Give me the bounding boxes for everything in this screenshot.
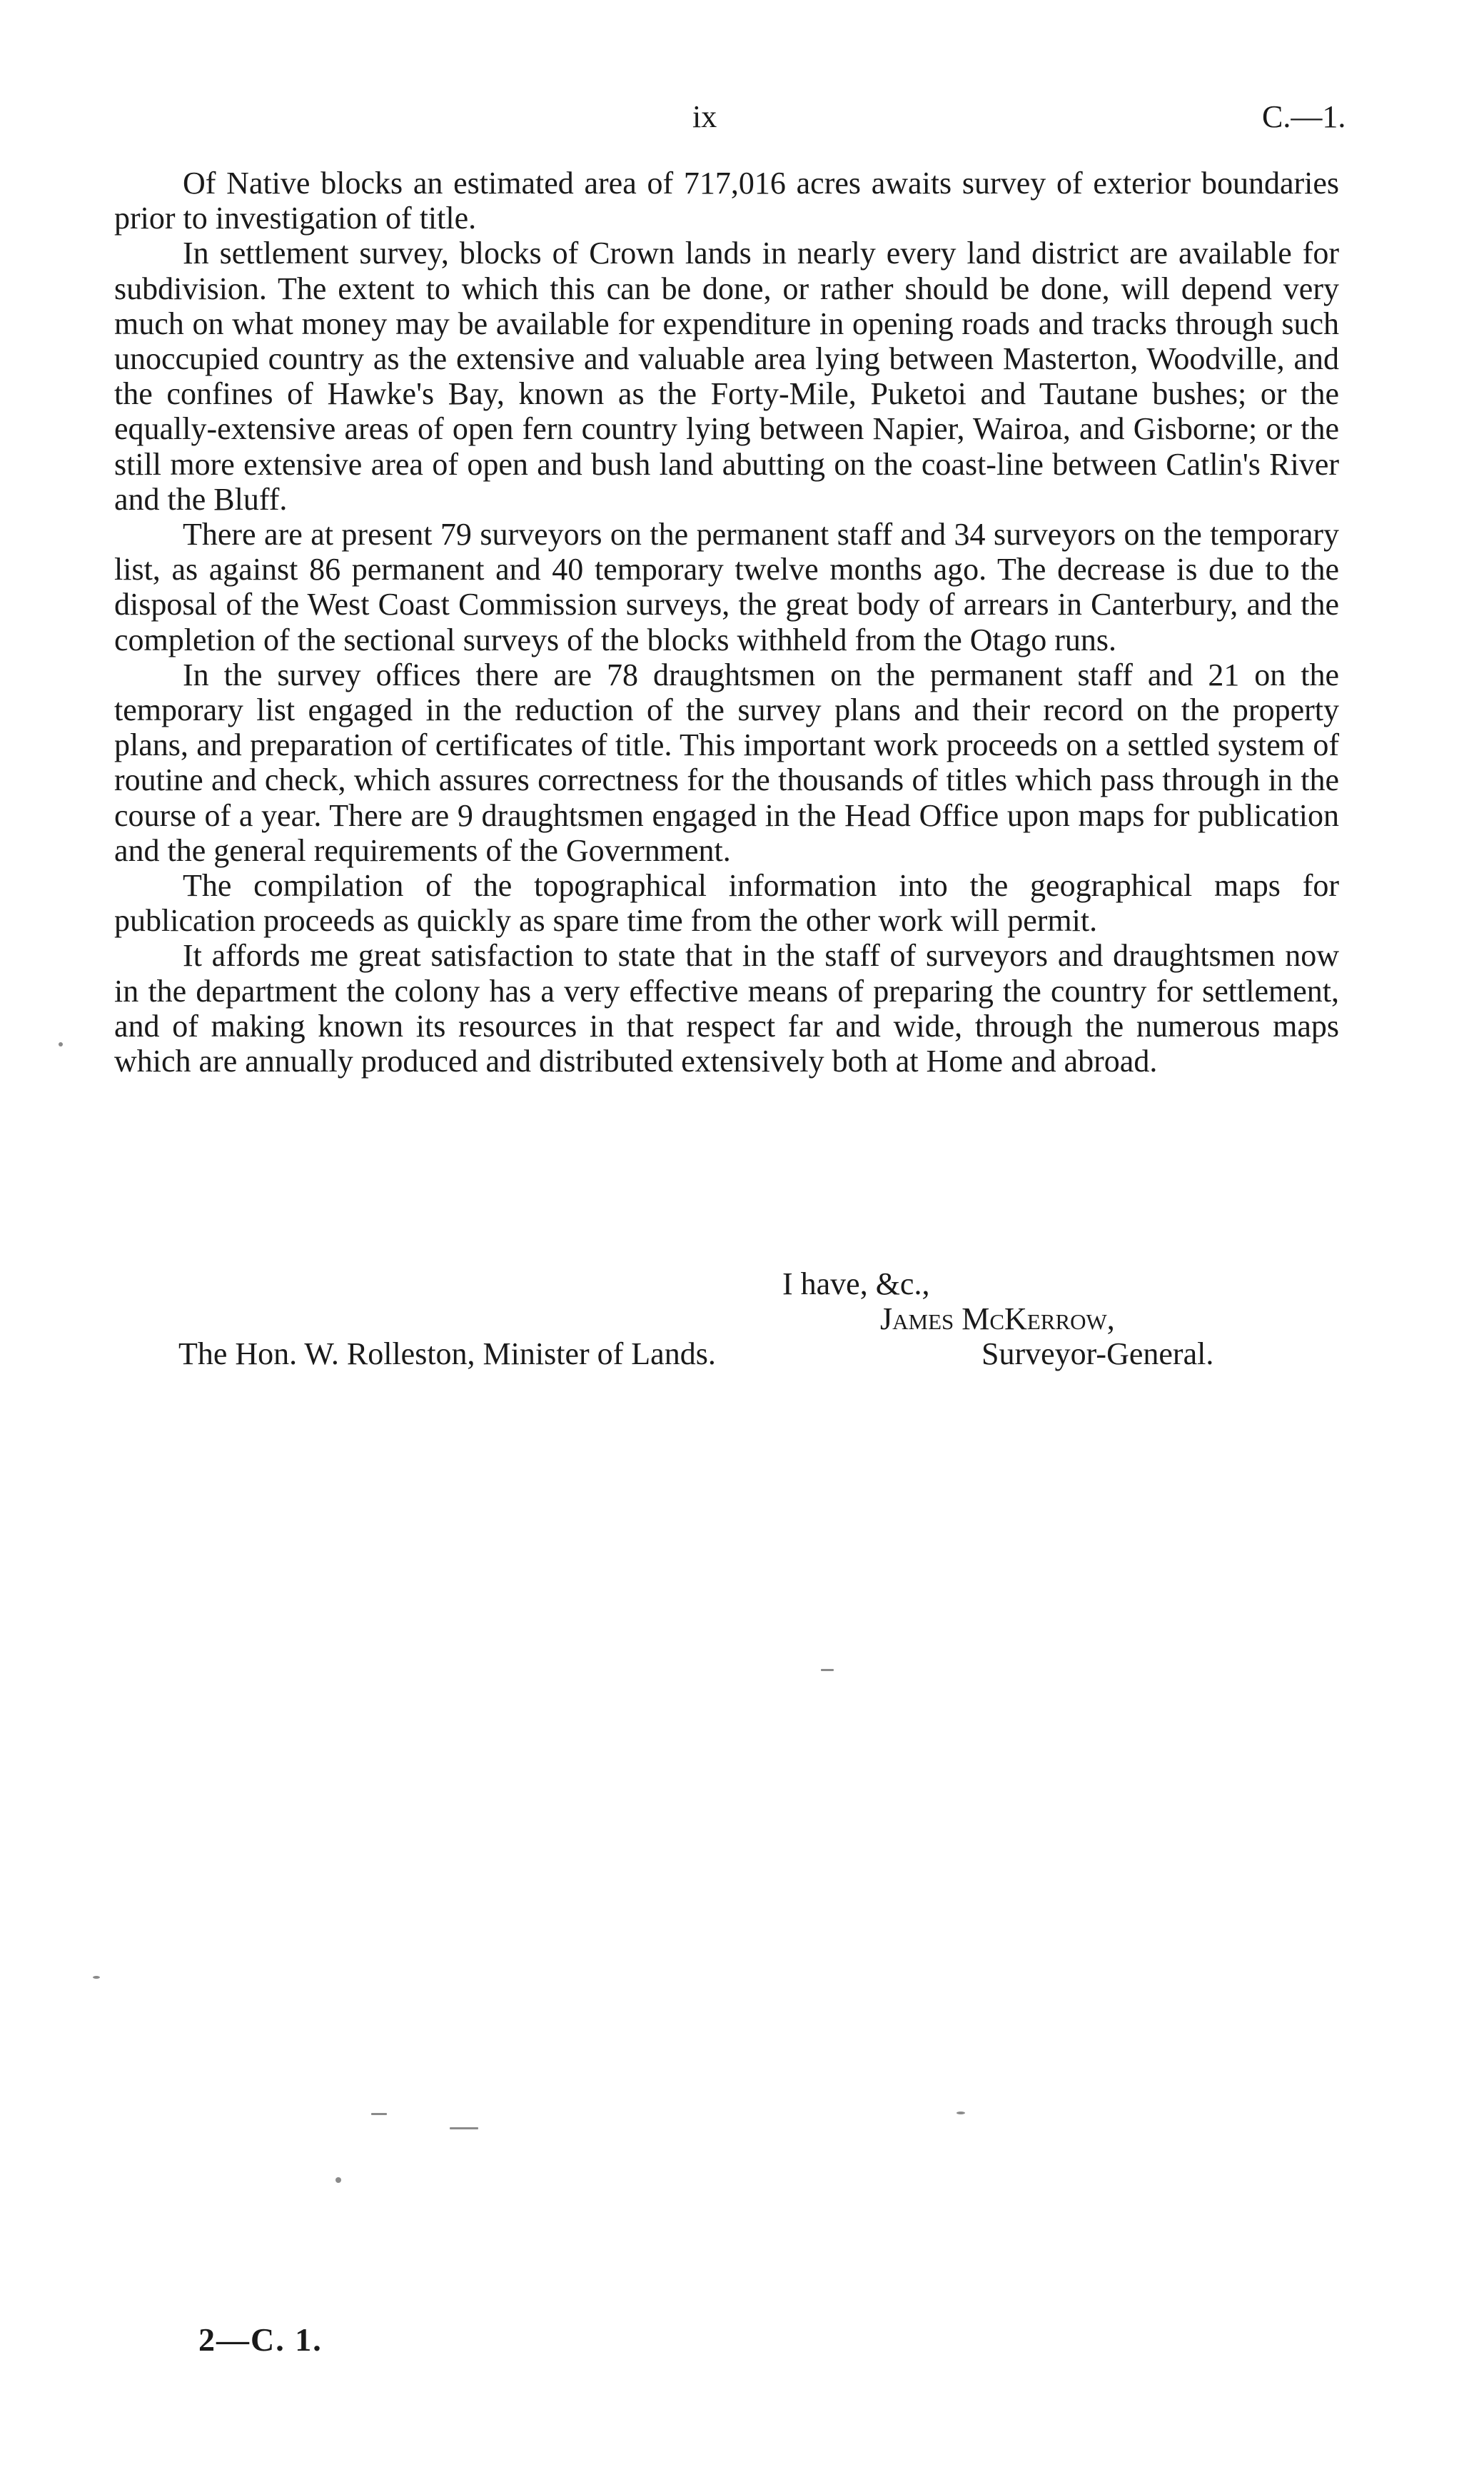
signatory-name: James McKerrow, — [880, 1301, 1115, 1336]
paragraph-surveyors-staff: There are at present 79 surveyors on the permanent staff and 34 surveyors on the temporary list, as against 86 permanent and 40 temporary twelve months ago. The decrease is due to the disposal of the West Coast Commission surveys, the great body of arrears in Canterbury, and the completion of the sectional surveys of the blocks withheld from the Otago runs. — [114, 517, 1339, 657]
paragraph-draughtsmen: In the survey offices there are 78 draughtsmen on the permanent staff and 21 on the temporary list engaged in the reduction of the survey plans and their record on the property plans, and preparation of certificates of title. This important work proceeds on a settled system of routine and check, which assures correctness for the thousands of titles which pass through in the course of a year. There are 9 draughtsmen engaged in the Head Office upon maps for publication and the general requirements of the Government. — [114, 657, 1339, 868]
signature-mark: 2—C. 1. — [198, 2321, 323, 2358]
scan-speck — [956, 2112, 965, 2114]
report-body — [114, 166, 1339, 1079]
paragraph-satisfaction: It affords me great satisfaction to state that in the staff of surveyors and draughtsmen now in the department the colony has a very effective means of preparing the country for settlement, and of making known its resources in that respect far and wide, through the numerous maps which are annually produced and distributed extensively both at Home and abroad. — [114, 938, 1339, 1079]
page-number: ix — [692, 99, 717, 134]
scan-speck — [59, 1042, 63, 1046]
scan-speck — [821, 1669, 834, 1671]
scan-speck — [371, 2113, 387, 2115]
scan-speck — [335, 2177, 341, 2183]
signatory-title: Surveyor-General. — [981, 1336, 1214, 1371]
scan-speck — [450, 2127, 478, 2129]
paragraph-settlement-survey: In settlement survey, blocks of Crown lands in nearly every land district are available for subdivision. The extent to which this can be done, or rather should be done, will depend very much on what money may be available for expenditure in opening roads and tracks through such unoccupied country as the extensive and valuable area lying between Masterton, Woodville, and the confines of Hawke's Bay, known as the Forty-Mile, Puketoi and Tautane bushes; or the equally-extensive areas of open fern country lying between Napier, Wairoa, and Gisborne; or the still more extensive area of open and bush land abutting on the coast-line between Catlin's River and the Bluff. — [114, 236, 1339, 517]
addressee: The Hon. W. Rolleston, Minister of Lands. — [178, 1336, 716, 1371]
valediction: I have, &c., — [782, 1266, 930, 1301]
document-reference: C.—1. — [1262, 99, 1346, 134]
scan-speck — [93, 1976, 100, 1979]
paragraph-native-blocks: Of Native blocks an estimated area of 717,016 acres awaits survey of exterior boundaries prior to investigation of title. — [114, 166, 1339, 236]
paragraph-compilation: The compilation of the topographical information into the geographical maps for publication proceeds as quickly as spare time from the other work will permit. — [114, 868, 1339, 939]
